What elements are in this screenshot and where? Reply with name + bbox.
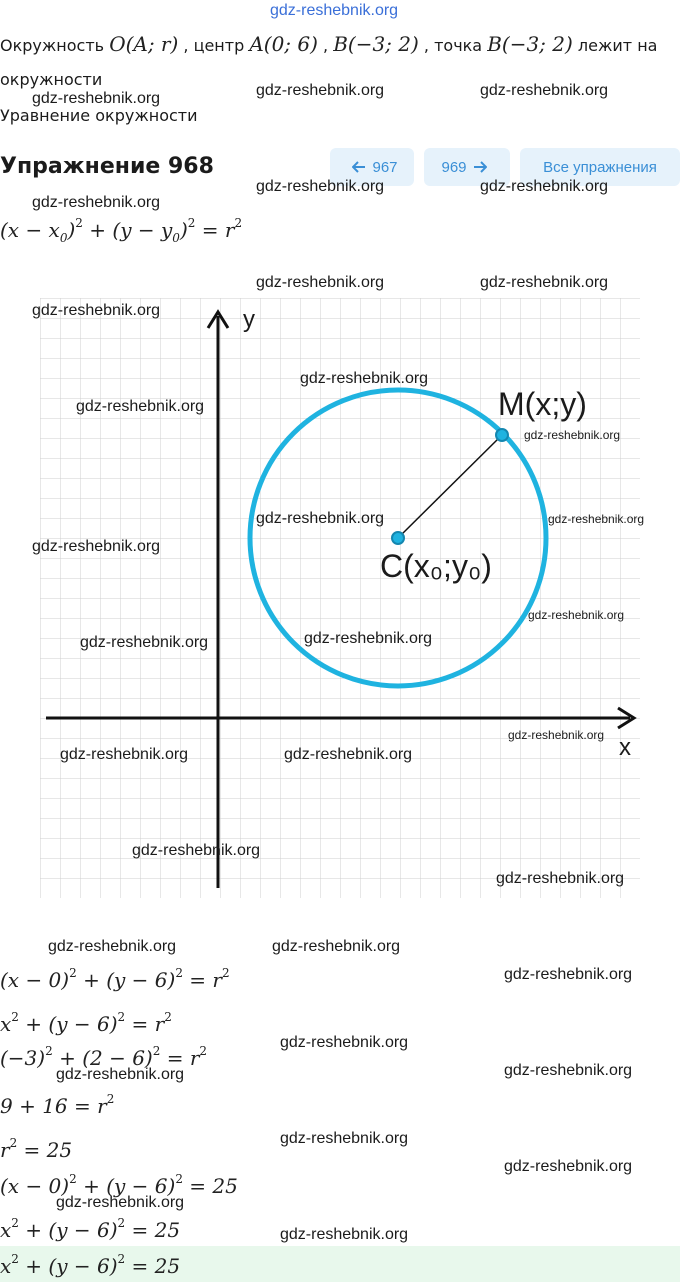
site-watermark-top: gdz-reshebnik.org: [270, 2, 399, 19]
watermark: gdz-reshebnik.org: [80, 634, 209, 651]
b-sep: ,: [323, 36, 329, 55]
problem-prefix: Окружность: [0, 36, 105, 55]
watermark: gdz-reshebnik.org: [480, 178, 609, 195]
watermark: gdz-reshebnik.org: [256, 178, 385, 195]
problem-tail: окружности: [0, 70, 103, 89]
topic-title: Уравнение окружности: [0, 106, 198, 125]
watermark: gdz-reshebnik.org: [284, 746, 413, 763]
watermark: gdz-reshebnik.org: [480, 82, 609, 99]
center-point: [392, 532, 404, 544]
watermark: gdz-reshebnik.org: [56, 1194, 185, 1211]
watermark: gdz-reshebnik.org: [548, 512, 645, 526]
point-m-label: M(x;y): [498, 386, 587, 422]
problem-statement: [0, 32, 657, 56]
watermark: gdz-reshebnik.org: [48, 938, 177, 955]
general-formula: $(x - x_0)^2 + (y - y_0)^2 = r^2$: [0, 216, 243, 245]
watermark: gdz-reshebnik.org: [256, 510, 385, 527]
watermark: gdz-reshebnik.org: [300, 370, 429, 387]
point-a: A(0; 6): [249, 32, 318, 56]
answer-line: $x^2 + (y - 6)^2 = 25$: [0, 1252, 181, 1278]
watermark: gdz-reshebnik.org: [256, 82, 385, 99]
solution-line-5: $r^2 = 25$: [0, 1136, 73, 1162]
solution-line-4: $9 + 16 = r^2$: [0, 1092, 115, 1118]
watermark: gdz-reshebnik.org: [280, 1034, 409, 1051]
circle-notation: O(A; r): [109, 32, 179, 56]
point-b: B(−3; 2): [333, 32, 419, 56]
watermark: gdz-reshebnik.org: [496, 870, 625, 887]
exercise-title: Упражнение 968: [0, 154, 214, 179]
arrow-right-icon: [473, 161, 487, 173]
watermark: gdz-reshebnik.org: [32, 538, 161, 555]
watermark: gdz-reshebnik.org: [504, 1158, 633, 1175]
watermark: gdz-reshebnik.org: [32, 90, 161, 107]
solution-line-3: $(-3)^2 + (2 - 6)^2 = r^2$: [0, 1044, 208, 1070]
watermark: gdz-reshebnik.org: [60, 746, 189, 763]
y-axis-label: y: [243, 306, 255, 333]
watermark: gdz-reshebnik.org: [56, 1066, 185, 1083]
watermark: gdz-reshebnik.org: [76, 398, 205, 415]
arrow-left-icon: [352, 161, 366, 173]
watermark: gdz-reshebnik.org: [132, 842, 261, 859]
watermark: gdz-reshebnik.org: [508, 728, 605, 742]
watermark: gdz-reshebnik.org: [280, 1130, 409, 1147]
watermark: gdz-reshebnik.org: [304, 630, 433, 647]
next-exercise-label: 969: [441, 158, 467, 176]
watermark: gdz-reshebnik.org: [32, 194, 161, 211]
tail-1: лежит на: [577, 36, 658, 55]
watermark: gdz-reshebnik.org: [528, 608, 625, 622]
watermark: gdz-reshebnik.org: [504, 966, 633, 983]
watermark: gdz-reshebnik.org: [280, 1226, 409, 1243]
point-label: , точка: [423, 36, 483, 55]
watermark: gdz-reshebnik.org: [504, 1062, 633, 1079]
point-c-label: C(x₀;y₀): [380, 548, 492, 584]
point-b-2: B(−3; 2): [487, 32, 573, 56]
watermark: gdz-reshebnik.org: [524, 428, 621, 442]
x-axis-label: x: [619, 734, 631, 761]
center-label: , центр: [183, 36, 245, 55]
point-m-dot: [496, 429, 508, 441]
solution-line-1: $(x - 0)^2 + (y - 6)^2 = r^2$: [0, 966, 230, 992]
watermark: gdz-reshebnik.org: [256, 274, 385, 291]
watermark: gdz-reshebnik.org: [32, 302, 161, 319]
solution-line-7: $x^2 + (y - 6)^2 = 25$: [0, 1216, 181, 1242]
watermark: gdz-reshebnik.org: [480, 274, 609, 291]
all-exercises-label: Все упражнения: [543, 158, 657, 176]
solution-line-2: $x^2 + (y - 6)^2 = r^2$: [0, 1010, 172, 1036]
solution-line-6: $(x - 0)^2 + (y - 6)^2 = 25$: [0, 1172, 238, 1198]
watermark: gdz-reshebnik.org: [272, 938, 401, 955]
prev-exercise-label: 967: [372, 158, 398, 176]
